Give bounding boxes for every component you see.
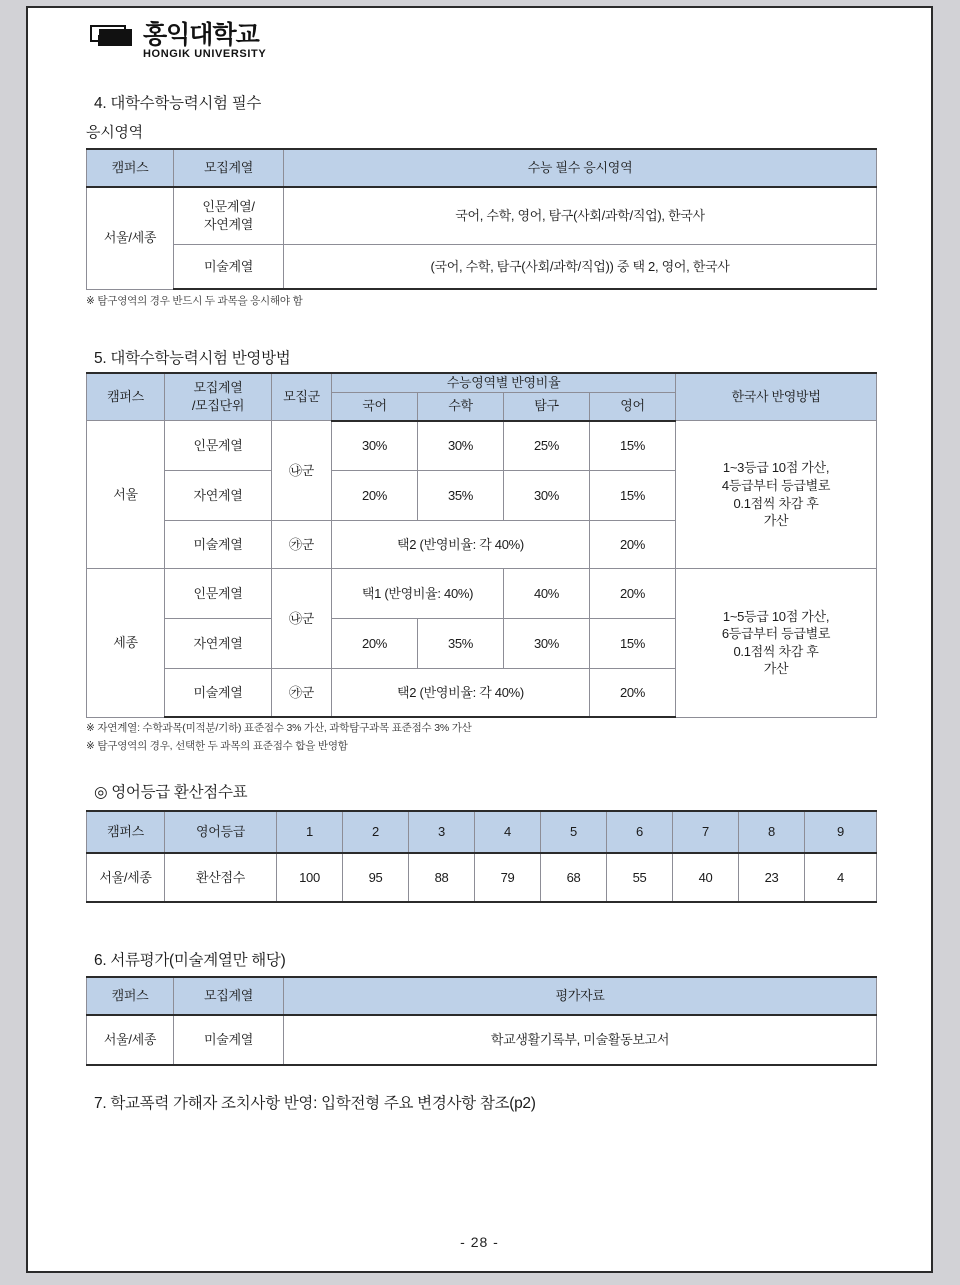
table-row <box>87 569 877 619</box>
col-header-grade-3: 3 <box>409 811 475 853</box>
table-required-exam-areas <box>86 148 877 290</box>
section-5-title: 5. 대학수학능력시험 반영방법 <box>94 350 291 367</box>
cell-korean: 20% <box>332 619 418 669</box>
col-header-areas: 수능 필수 응시영역 <box>284 149 877 187</box>
col-header-grade-9: 9 <box>805 811 877 853</box>
history-line: 1~5등급 10점 가산, <box>722 608 830 624</box>
table-row <box>87 1015 877 1065</box>
table-header-row <box>87 977 877 1015</box>
col-header-track-line2: /모집단위 <box>191 398 245 414</box>
col-header-grade-5: 5 <box>541 811 607 853</box>
table-header-row <box>87 811 877 853</box>
table-header-row-top <box>87 373 877 392</box>
cell-score-8: 23 <box>739 853 805 902</box>
logo-name-korean: 홍익대학교 <box>143 20 259 49</box>
cell-track: 미술계열 <box>174 1015 284 1065</box>
section-5-note-2: ※ 탐구영역의 경우, 선택한 두 과목의 표준점수 합을 반영함 <box>86 740 348 752</box>
table-row <box>87 187 877 245</box>
cell-math: 35% <box>418 619 504 669</box>
history-line: 0.1점씩 차감 후 <box>733 495 819 511</box>
hongik-logo-icon <box>90 25 136 51</box>
cell-korean: 30% <box>332 421 418 471</box>
col-header-materials: 평가자료 <box>284 977 877 1015</box>
cell-track: 미술계열 <box>165 669 272 718</box>
cell-score-7: 40 <box>673 853 739 902</box>
col-header-english: 영어 <box>590 392 676 421</box>
history-line: 가산 <box>763 513 789 529</box>
cell-track: 자연계열 <box>165 471 272 521</box>
table-document-evaluation <box>86 976 877 1066</box>
history-line: 1~3등급 10점 가산, <box>722 460 830 476</box>
cell-merged-selection: 택2 (반영비율: 각 40%) <box>332 669 590 718</box>
col-header-korean: 국어 <box>332 392 418 421</box>
cell-score-3: 88 <box>409 853 475 902</box>
cell-track: 인문계열 <box>165 421 272 471</box>
cell-english: 15% <box>590 471 676 521</box>
cell-group: ㉯군 <box>272 421 332 521</box>
cell-track: 미술계열 <box>174 245 284 290</box>
col-header-group: 모집군 <box>272 373 332 421</box>
section-6-title: 6. 서류평가(미술계열만 해당) <box>94 952 286 969</box>
cell-inquiry: 30% <box>504 619 590 669</box>
col-header-history-method: 한국사 반영방법 <box>676 373 877 421</box>
table-english-grade-conversion <box>86 810 877 903</box>
table-row <box>87 421 877 471</box>
cell-group: ㉯군 <box>272 569 332 669</box>
logo-text-block <box>143 22 266 60</box>
cell-inquiry: 30% <box>504 471 590 521</box>
cell-english: 20% <box>590 569 676 619</box>
table-exam-reflection-method <box>86 372 877 718</box>
history-line: 가산 <box>763 661 789 677</box>
cell-history-method <box>676 569 877 718</box>
section-4-title: 4. 대학수학능력시험 필수 <box>94 95 262 112</box>
col-header-ratio-group: 수능영역별 반영비율 <box>332 373 676 392</box>
cell-inquiry: 25% <box>504 421 590 471</box>
english-conversion-title: ◎ 영어등급 환산점수표 <box>94 784 248 801</box>
cell-english: 15% <box>590 421 676 471</box>
cell-inquiry: 40% <box>504 569 590 619</box>
col-header-track: 모집계열 <box>174 977 284 1015</box>
section-5-note-1: ※ 자연계열: 수학과목(미적분/기하) 표준점수 3% 가산, 과학탐구과목 표준점수 3% 가산 <box>86 722 472 734</box>
document-page <box>26 6 933 1273</box>
cell-campus: 서울/세종 <box>87 1015 174 1065</box>
cell-campus: 서울 <box>87 421 165 569</box>
cell-math: 30% <box>418 421 504 471</box>
cell-merged-selection: 택1 (반영비율: 40%) <box>332 569 504 619</box>
cell-group: ㉮군 <box>272 521 332 569</box>
col-header-math: 수학 <box>418 392 504 421</box>
cell-track-line1: 인문계열/ <box>202 199 255 215</box>
cell-materials: 학교생활기록부, 미술활동보고서 <box>284 1015 877 1065</box>
cell-score-5: 68 <box>541 853 607 902</box>
col-header-track <box>165 373 272 421</box>
col-header-grade-4: 4 <box>475 811 541 853</box>
col-header-campus: 캠퍼스 <box>87 373 165 421</box>
logo-name-english: HONGIK UNIVERSITY <box>143 48 267 60</box>
history-line: 6등급부터 등급별로 <box>721 626 831 642</box>
cell-score-6: 55 <box>607 853 673 902</box>
col-header-grade-8: 8 <box>739 811 805 853</box>
page-number: - 28 - <box>460 1234 499 1250</box>
history-line: 0.1점씩 차감 후 <box>733 643 819 659</box>
cell-areas: 국어, 수학, 영어, 탐구(사회/과학/직업), 한국사 <box>284 187 877 245</box>
cell-english: 20% <box>590 521 676 569</box>
col-header-inquiry: 탐구 <box>504 392 590 421</box>
cell-row-label: 환산점수 <box>165 853 277 902</box>
col-header-campus: 캠퍼스 <box>87 977 174 1015</box>
cell-english: 20% <box>590 669 676 718</box>
section-4-note: ※ 탐구영역의 경우 반드시 두 과목을 응시해야 함 <box>86 295 303 307</box>
cell-english: 15% <box>590 619 676 669</box>
col-header-campus: 캠퍼스 <box>87 811 165 853</box>
cell-history-method <box>676 421 877 569</box>
cell-campus: 세종 <box>87 569 165 718</box>
cell-track <box>174 187 284 245</box>
cell-math: 35% <box>418 471 504 521</box>
cell-korean: 20% <box>332 471 418 521</box>
cell-group: ㉮군 <box>272 669 332 718</box>
col-header-track-line1: 모집계열 <box>193 380 243 396</box>
col-header-track: 모집계열 <box>174 149 284 187</box>
cell-track: 미술계열 <box>165 521 272 569</box>
cell-score-9: 4 <box>805 853 877 902</box>
cell-track-line2: 자연계열 <box>203 217 254 232</box>
col-header-english-grade: 영어등급 <box>165 811 277 853</box>
cell-score-1: 100 <box>277 853 343 902</box>
col-header-grade-6: 6 <box>607 811 673 853</box>
table-header-row <box>87 149 877 187</box>
history-line: 4등급부터 등급별로 <box>721 478 831 493</box>
cell-track: 자연계열 <box>165 619 272 669</box>
cell-areas: (국어, 수학, 탐구(사회/과학/직업)) 중 택 2, 영어, 한국사 <box>284 245 877 290</box>
section-7-title: 7. 학교폭력 가해자 조치사항 반영: 입학전형 주요 변경사항 참조(p2) <box>94 1095 536 1112</box>
cell-merged-selection: 택2 (반영비율: 각 40%) <box>332 521 590 569</box>
col-header-grade-1: 1 <box>277 811 343 853</box>
col-header-grade-2: 2 <box>343 811 409 853</box>
cell-score-4: 79 <box>475 853 541 902</box>
col-header-campus: 캠퍼스 <box>87 149 174 187</box>
table-row <box>87 245 877 290</box>
col-header-grade-7: 7 <box>673 811 739 853</box>
university-logo <box>90 22 266 60</box>
section-4-sublabel: 응시영역 <box>86 124 143 141</box>
cell-score-2: 95 <box>343 853 409 902</box>
cell-campus: 서울/세종 <box>87 853 165 902</box>
cell-track: 인문계열 <box>165 569 272 619</box>
cell-campus: 서울/세종 <box>87 187 174 289</box>
table-row <box>87 853 877 902</box>
